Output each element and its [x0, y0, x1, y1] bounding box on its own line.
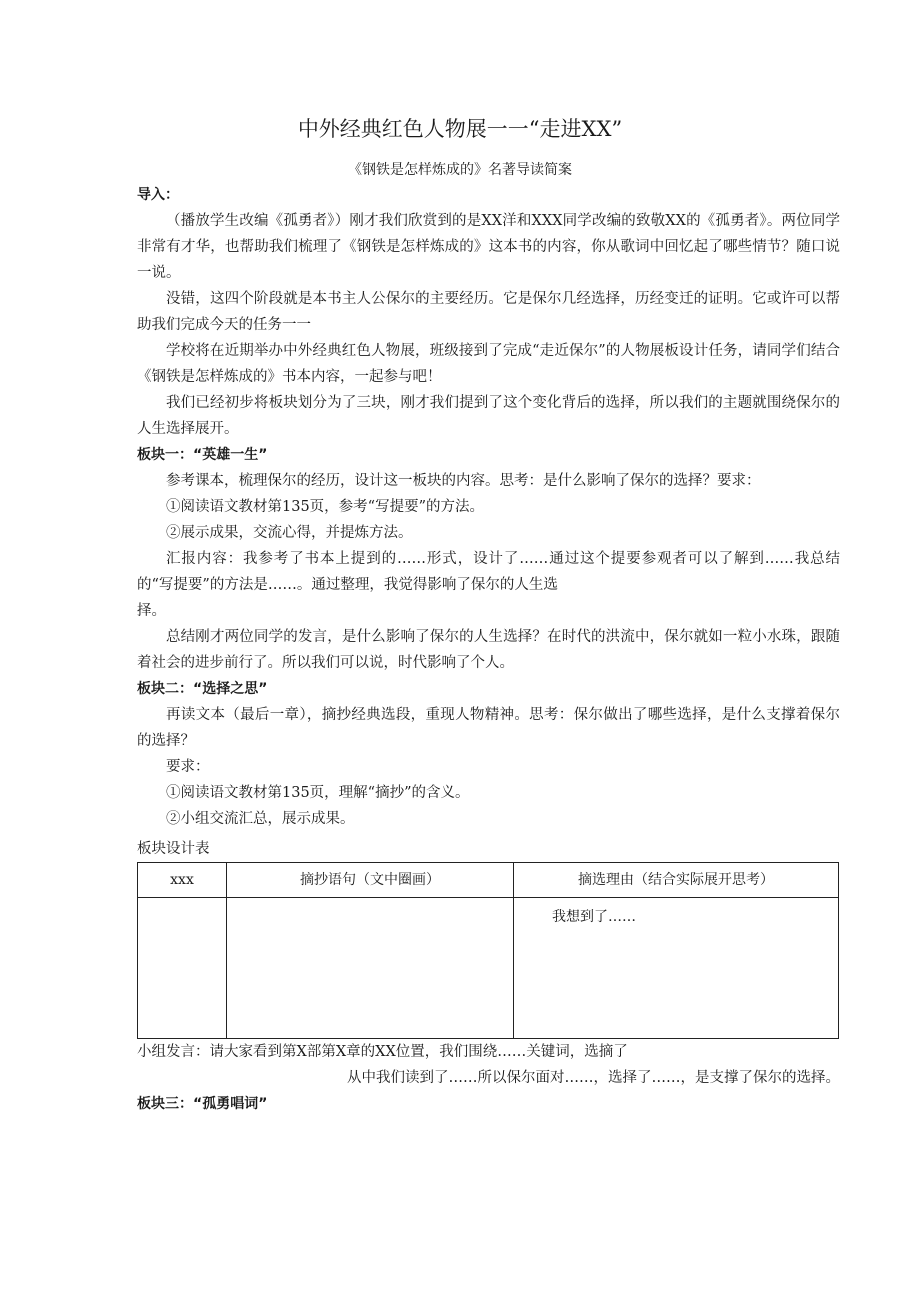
- document-body: [137, 182, 840, 1117]
- intro-paragraph-1: （播放学生改编《孤勇者》）刚才我们欣赏到的是XX洋和XXX同学改编的致敬XX的《孤勇者》。两位同学非常有才华，也帮助我们梳理了《钢铁是怎样炼成的》这本书的内容，你从歌词中回忆起了哪些情节？随口说一说。: [137, 213, 840, 281]
- intro-paragraph-4: 我们已经初步将板块划分为了三块，刚才我们提到了这个变化背后的选择，所以我们的主题就围绕保尔的人生选择展开。: [137, 395, 840, 437]
- table-row: [138, 898, 839, 1039]
- section1-requirement-2: ②展示成果，交流心得，并提炼方法。: [166, 525, 413, 541]
- group-speech-line-2: 从中我们读到了……所以保尔面对……，选择了……，是支撑了保尔的选择。: [347, 1070, 840, 1086]
- table-header-cell: xxx: [138, 863, 227, 898]
- section1-task: 参考课本，梳理保尔的经历，设计这一板块的内容。思考：是什么影响了保尔的选择？要求：: [166, 473, 761, 489]
- board-design-table: [137, 862, 839, 1039]
- table-cell: [514, 898, 839, 1039]
- section1-report-end: 择。: [137, 603, 166, 619]
- section2-task: 再读文本（最后一章），摘抄经典选段，重现人物精神。思考：保尔做出了哪些选择，是什么支撑着保尔的选择？: [137, 707, 840, 749]
- page-subtitle: 《钢铁是怎样炼成的》名著导读简案: [348, 162, 572, 178]
- page-title: 中外经典红色人物展一一“走进XX”: [297, 117, 623, 141]
- section3-heading: 板块三：“孤勇唱词”: [137, 1096, 268, 1112]
- section2-requirement-2: ②小组交流汇总，展示成果。: [166, 811, 355, 827]
- table-cell-text: 我想到了……: [552, 909, 636, 925]
- intro-paragraph-2: 没错，这四个阶段就是本书主人公保尔的主要经历。它是保尔几经选择，历经变迁的证明。它或许可以帮助我们完成今天的任务一一: [137, 291, 840, 333]
- intro-paragraph-3: 学校将在近期举办中外经典红色人物展，班级接到了完成“走近保尔”的人物展板设计任务，请同学们结合《钢铁是怎样炼成的》书本内容，一起参与吧！: [137, 343, 840, 385]
- section1-report: 汇报内容：我参考了书本上提到的……形式，设计了……通过这个提要参观者可以了解到……我总结的“写提要”的方法是……。通过整理，我觉得影响了保尔的人生选: [137, 551, 840, 593]
- table-cell: [138, 898, 227, 1039]
- section1-summary: 总结刚才两位同学的发言，是什么影响了保尔的人生选择？在时代的洪流中，保尔就如一粒小水珠，跟随着社会的进步前行了。所以我们可以说，时代影响了个人。: [137, 629, 840, 671]
- group-speech-line-1: 小组发言：请大家看到第X部第X章的XX位置，我们围绕……关键词，选摘了: [137, 1044, 628, 1060]
- table-header-cell: 摘抄语句（文中圈画）: [227, 863, 514, 898]
- intro-heading: 导入：: [137, 187, 179, 203]
- section1-requirement-1: ①阅读语文教材第135页，参考“写提要”的方法。: [166, 499, 484, 515]
- table-header-cell: 摘选理由（结合实际展开思考）: [514, 863, 839, 898]
- table-cell: [227, 898, 514, 1039]
- section2-requirement-1: ①阅读语文教材第135页，理解“摘抄”的含义。: [166, 785, 470, 801]
- section1-heading: 板块一：“英雄一生”: [137, 447, 268, 463]
- section2-heading: 板块二：“选择之思”: [137, 681, 268, 697]
- section2-requirement-label: 要求：: [166, 759, 210, 775]
- table-header-row: [138, 863, 839, 898]
- table-caption: 板块设计表: [137, 841, 210, 857]
